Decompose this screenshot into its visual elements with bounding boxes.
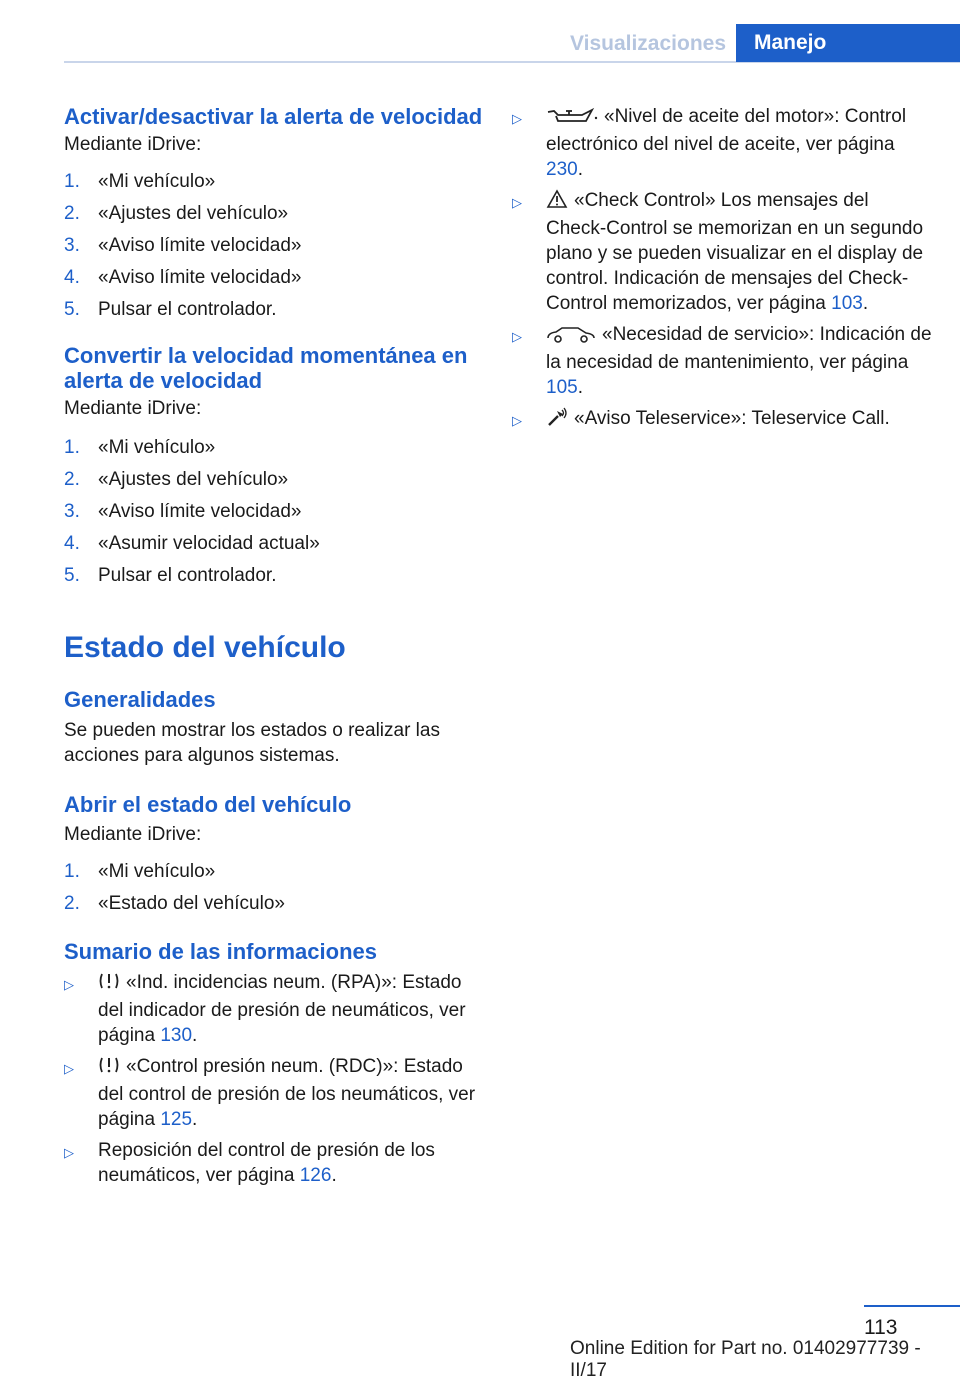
status-item-text: «Necesidad de servicio»: Indicación de la necesidad de mantenimiento, ver página bbox=[546, 324, 932, 373]
steps-list-1 bbox=[64, 169, 484, 329]
list-item bbox=[64, 265, 484, 297]
step-text: «Ajustes del vehículo» bbox=[98, 469, 289, 490]
period: . bbox=[192, 1109, 198, 1130]
period: . bbox=[577, 159, 583, 180]
list-item bbox=[512, 322, 932, 400]
list-item bbox=[64, 970, 484, 1048]
status-item-text: «Aviso Teleservice»: Teleservice Call. bbox=[574, 408, 890, 429]
step-text: «Estado del vehículo» bbox=[98, 893, 285, 914]
list-item bbox=[64, 233, 484, 265]
sumario-item-text: «Control presión neum. (RDC)»: Estado del control de presión de los neumáticos, ver página bbox=[98, 1056, 476, 1130]
step-number: 1. bbox=[64, 437, 80, 458]
status-item-text: «Nivel de aceite del motor»: Control electrónico del nivel de aceite, ver página bbox=[546, 106, 907, 155]
period: . bbox=[192, 1025, 198, 1046]
heading-generalidades: Generalidades bbox=[64, 687, 216, 712]
list-item bbox=[64, 499, 484, 531]
list-item bbox=[64, 1138, 484, 1188]
page-link[interactable]: 125 bbox=[160, 1109, 193, 1130]
step-text: «Asumir velocidad actual» bbox=[98, 533, 320, 554]
right-column bbox=[512, 104, 932, 440]
step-number: 2. bbox=[64, 203, 80, 224]
list-item bbox=[64, 1054, 484, 1132]
step-text: «Mi vehículo» bbox=[98, 171, 216, 192]
list-item bbox=[64, 201, 484, 233]
step-text: «Aviso límite velocidad» bbox=[98, 235, 302, 256]
step-number: 3. bbox=[64, 501, 80, 522]
page-link[interactable]: 230 bbox=[546, 159, 578, 180]
footer-rule bbox=[864, 1305, 960, 1307]
page-link[interactable]: 105 bbox=[546, 377, 578, 398]
intro-idrive-3: Mediante iDrive: bbox=[64, 824, 202, 845]
period: . bbox=[862, 293, 869, 314]
step-text: «Mi vehículo» bbox=[98, 861, 216, 882]
heading-abrir-estado: Abrir el estado del vehículo bbox=[64, 792, 352, 817]
status-item-text: «Check Control» Los mensajes del Check-Control se memorizan en un segundo plano y se pueden visualizar en el display de control. Indicación de mensajes del Check-Control memorizados, ver página bbox=[546, 190, 924, 314]
tab-visualizaciones[interactable]: Visualizaciones bbox=[569, 32, 727, 55]
sumario-item-text: «Ind. incidencias neum. (RPA)»: Estado del indicador de presión de neumáticos, ver página bbox=[98, 972, 466, 1046]
left-column bbox=[64, 100, 484, 1194]
step-text: Pulsar el controlador. bbox=[98, 565, 277, 586]
bullet-glyph: ▷ bbox=[512, 413, 522, 428]
step-text: Pulsar el controlador. bbox=[98, 299, 277, 320]
step-number: 4. bbox=[64, 533, 80, 554]
car-service-icon bbox=[546, 325, 596, 350]
warning-triangle-icon bbox=[546, 189, 568, 216]
bullet-glyph: ▷ bbox=[64, 1145, 74, 1160]
list-item bbox=[512, 188, 932, 316]
intro-idrive-2: Mediante iDrive: bbox=[64, 398, 202, 419]
bullet-glyph: ▷ bbox=[64, 1061, 74, 1076]
heading-convertir-velocidad: Convertir la velocidad momentánea en alerta de velocidad bbox=[64, 343, 468, 393]
edition-footer: Online Edition for Part no. 01402977739 - II/17 bbox=[570, 1338, 921, 1381]
period: . bbox=[331, 1165, 337, 1186]
step-number: 1. bbox=[64, 861, 80, 882]
page-link[interactable]: 103 bbox=[831, 293, 863, 314]
intro-idrive-1: Mediante iDrive: bbox=[64, 134, 202, 155]
list-item bbox=[512, 104, 932, 182]
step-text: «Mi vehículo» bbox=[98, 437, 216, 458]
list-item bbox=[64, 531, 484, 563]
list-item bbox=[64, 467, 484, 499]
step-number: 2. bbox=[64, 469, 80, 490]
step-text: «Aviso límite velocidad» bbox=[98, 501, 302, 522]
page-link[interactable]: 130 bbox=[160, 1025, 193, 1046]
steps-list-2 bbox=[64, 435, 484, 595]
period: . bbox=[577, 377, 583, 398]
tire-pressure-icon bbox=[98, 971, 120, 998]
step-number: 5. bbox=[64, 299, 80, 320]
wrench-call-icon bbox=[546, 407, 568, 434]
step-number: 3. bbox=[64, 235, 80, 256]
bullet-glyph: ▷ bbox=[512, 329, 522, 344]
list-item bbox=[64, 297, 484, 329]
step-number: 5. bbox=[64, 565, 80, 586]
list-item bbox=[64, 859, 484, 891]
list-item bbox=[64, 435, 484, 467]
step-number: 2. bbox=[64, 893, 80, 914]
heading-activar-alerta: Activar/desactivar la alerta de velocidad bbox=[64, 104, 483, 129]
sumario-list bbox=[64, 970, 484, 1188]
bullet-glyph: ▷ bbox=[512, 195, 522, 210]
tire-pressure-icon bbox=[98, 1055, 120, 1082]
step-number: 4. bbox=[64, 267, 80, 288]
page-link[interactable]: 126 bbox=[299, 1165, 332, 1186]
list-item bbox=[64, 891, 484, 923]
step-text: «Ajustes del vehículo» bbox=[98, 203, 289, 224]
step-number: 1. bbox=[64, 171, 80, 192]
bullet-glyph: ▷ bbox=[64, 977, 74, 992]
step-text: «Aviso límite velocidad» bbox=[98, 267, 302, 288]
sumario-item-text: Reposición del control de presión de los neumáticos, ver página bbox=[98, 1140, 435, 1186]
page-title: Estado del vehículo bbox=[64, 631, 346, 664]
list-item bbox=[512, 406, 932, 434]
steps-list-3 bbox=[64, 859, 484, 923]
page-number: 113 bbox=[864, 1316, 898, 1339]
oil-can-icon bbox=[546, 107, 598, 132]
heading-sumario: Sumario de las informaciones bbox=[64, 939, 377, 964]
bullet-glyph: ▷ bbox=[512, 111, 522, 126]
tab-manejo[interactable]: Manejo bbox=[736, 24, 960, 62]
list-item bbox=[64, 563, 484, 595]
status-list bbox=[512, 104, 932, 434]
list-item bbox=[64, 169, 484, 201]
generalidades-text: Se pueden mostrar los estados o realizar las acciones para algunos sistemas. bbox=[64, 720, 440, 766]
